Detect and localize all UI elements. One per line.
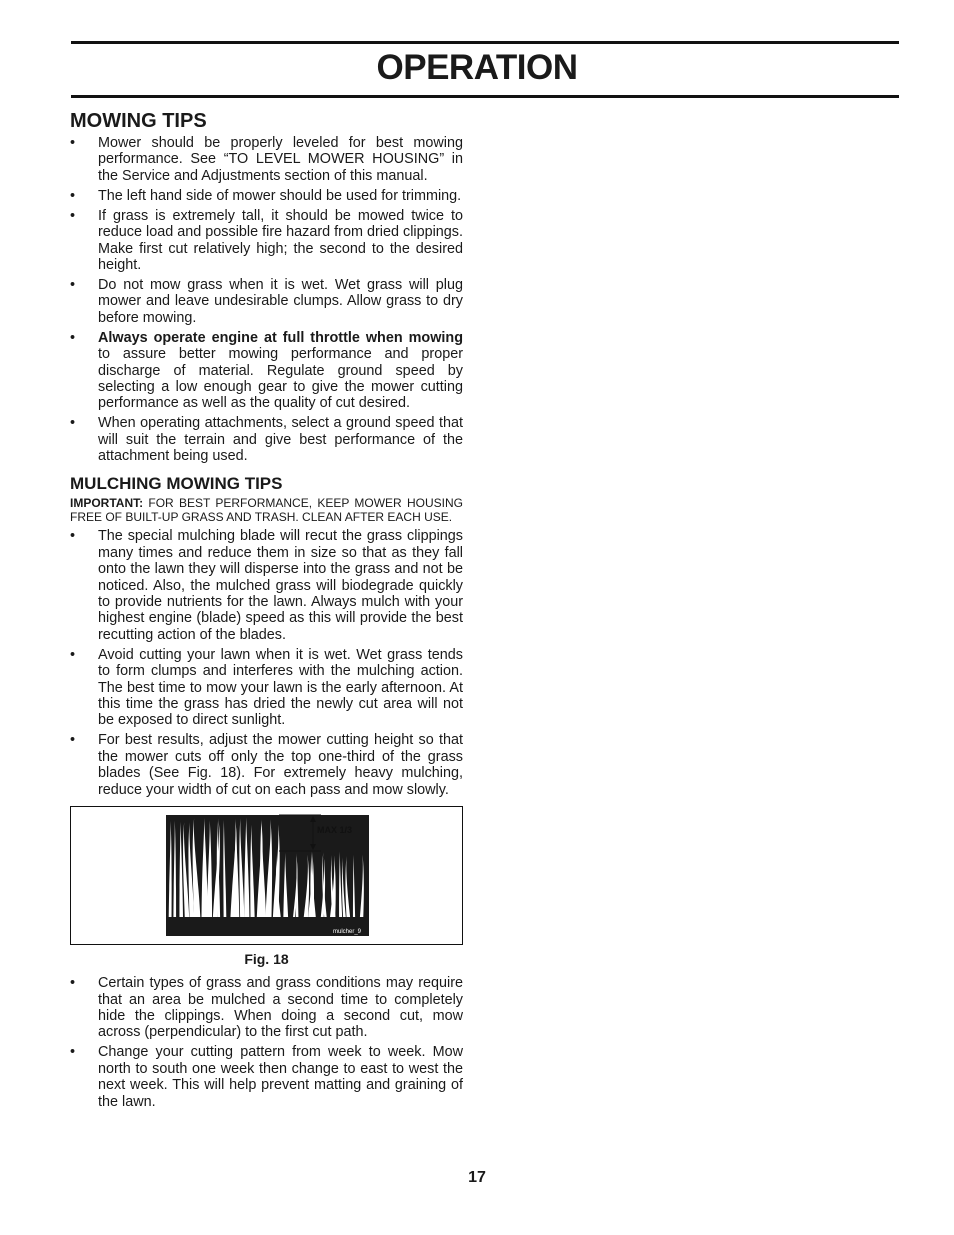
list-item-text: The left hand side of mower should be used for trimming. xyxy=(98,187,462,204)
max-one-third-label: MAX 1/3 xyxy=(317,825,353,836)
bullet-icon: • xyxy=(70,415,76,432)
list-item xyxy=(70,208,463,274)
list-item xyxy=(70,330,463,412)
list-item xyxy=(70,277,463,326)
bullet-icon: • xyxy=(70,646,76,663)
bullet-icon: • xyxy=(70,207,76,224)
bullet-icon: • xyxy=(70,1044,76,1061)
list-item-emphasis: Always operate engine at full throttle when mowing xyxy=(98,329,463,346)
list-item xyxy=(70,415,463,464)
figure-18-box xyxy=(70,806,463,945)
list-item-text: Change your cutting pattern from week to week. Mow north to south one week then change to east to west the next week. This will help prevent matting and graining of the lawn. xyxy=(98,1044,463,1110)
bullet-icon: • xyxy=(70,732,76,749)
important-label: IMPORTANT: xyxy=(70,496,144,511)
main-column xyxy=(70,110,463,1114)
bullet-icon: • xyxy=(70,187,76,204)
mulching-tips-list-continued xyxy=(70,975,463,1110)
list-item-text: If grass is extremely tall, it should be mowed twice to reduce load and possible fire hazard from dried clippings. Make first cut relatively high; the second to the desired height. xyxy=(98,207,463,274)
list-item-text: When operating attachments, select a ground speed that will suit the terrain and give best performance of the attachment being used. xyxy=(98,415,463,465)
page-title: OPERATION xyxy=(376,48,578,87)
list-item-text: Do not mow grass when it is wet. Wet grass will plug mower and leave undesirable clumps. Allow grass to dry before mowing. xyxy=(98,277,463,326)
list-item xyxy=(70,1044,463,1110)
list-item-text: to assure better mowing performance and proper discharge of material. Regulate ground speed by selecting a low enough gear to give the mower cutting performance as well as the quality of cut desired. xyxy=(98,346,463,412)
list-item xyxy=(70,647,463,729)
list-item xyxy=(70,975,463,1041)
list-item-text: Mower should be properly leveled for best mowing performance. See “TO LEVEL MOWER HOUSING” in the Service and Adjustments section of this manual. xyxy=(98,135,463,184)
bullet-icon: • xyxy=(70,975,76,992)
bullet-icon: • xyxy=(70,528,76,545)
figure-image-code: mulcher_9 xyxy=(333,929,362,936)
list-item-text: For best results, adjust the mower cutting height so that the mower cuts off only the top one-third of the grass blades (See Fig. 18). For extremely heavy mulching, reduce your width of cut on each pass and mow slowly. xyxy=(98,732,463,798)
list-item xyxy=(70,135,463,184)
grass-height-illustration xyxy=(71,807,462,944)
bullet-icon: • xyxy=(70,277,76,294)
list-item xyxy=(70,188,463,204)
mowing-tips-list xyxy=(70,135,463,465)
header-rule-bottom xyxy=(71,95,899,98)
list-item-text: Avoid cutting your lawn when it is wet. Wet grass tends to form clumps and interferes with the mulching action. The best time to mow your lawn is the early afternoon. At this time the grass has dried the newly cut area will not be exposed to direct sunlight. xyxy=(98,646,463,729)
page-number: 17 xyxy=(468,1169,486,1186)
important-text: FOR BEST PERFORMANCE, KEEP MOWER HOUSING FREE OF BUILT-UP GRASS AND TRASH. CLEAN AFTER EACH USE. xyxy=(70,496,463,524)
list-item xyxy=(70,732,463,798)
mulching-tips-list xyxy=(70,528,463,798)
header-rule-top xyxy=(71,41,899,44)
figure-caption: Fig. 18 xyxy=(244,951,289,968)
bullet-icon: • xyxy=(70,329,76,346)
list-item xyxy=(70,528,463,643)
mowing-tips-heading: MOWING TIPS xyxy=(70,110,207,132)
mulching-tips-heading: MULCHING MOWING TIPS xyxy=(70,473,283,493)
bullet-icon: • xyxy=(70,135,76,151)
important-notice xyxy=(70,497,463,524)
list-item-text: The special mulching blade will recut the grass clippings many times and reduce them in size so that as they fall onto the lawn they will disperse into the grass and not be noticed. Also, the mulched grass will biodegrade quickly to provide nutrients for the lawn. Always mulch with your highest engine (blade) speed as this will provide the best recutting action of the blades. xyxy=(98,528,463,643)
list-item-text: Certain types of grass and grass conditions may require that an area be mulched a second time to completely hide the clippings. When doing a second cut, mow across (perpendicular) to the first cut path. xyxy=(98,975,463,1041)
